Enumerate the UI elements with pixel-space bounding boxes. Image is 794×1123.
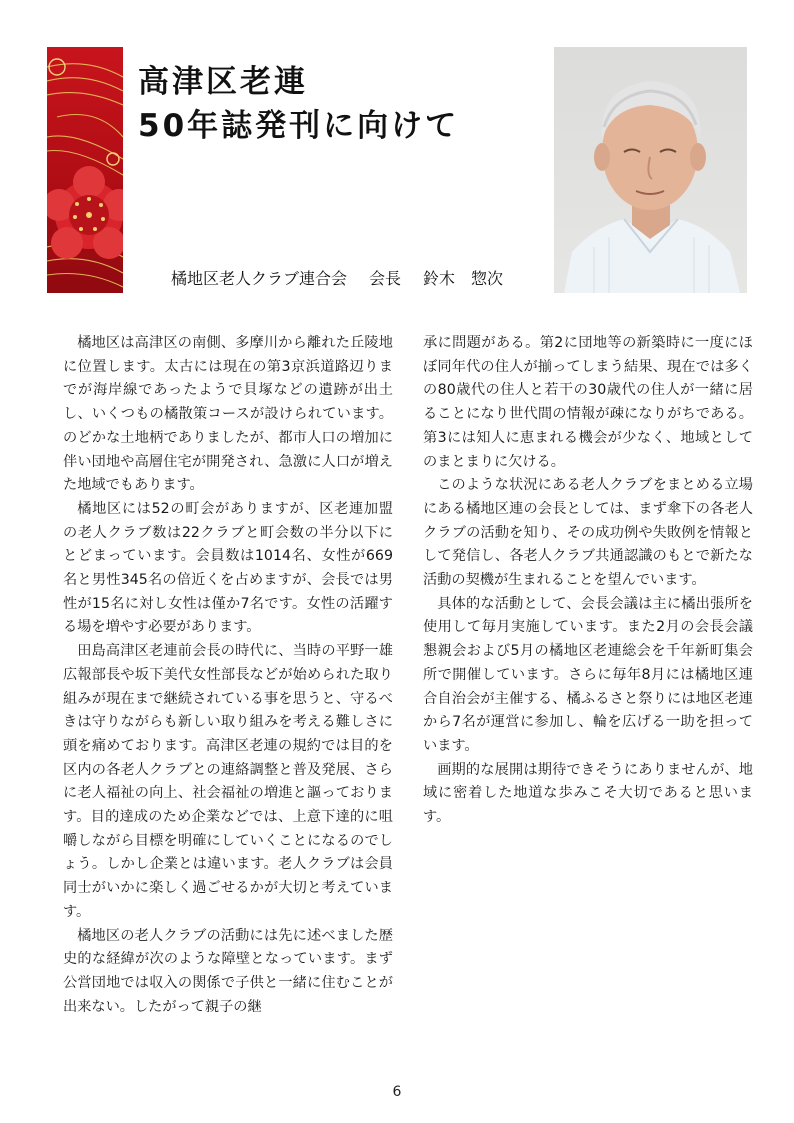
paragraph-continuation: 承に問題がある。第2に団地等の新築時に一度にほぼ同年代の住人が揃ってしまう結果、現在では多くの80歳代の住人と若干の30歳代の住人が一緒に居ることになり世代間の情報が疎になりがちである。第3には知人に恵まれる機会が少なく、地域としてのまとまりに欠ける。: [423, 335, 753, 470]
paragraph: 画期的な展開は期待できそうにありませんが、地域に密着した地道な歩みこそ大切であると思います。: [423, 761, 753, 826]
page-number: 6: [392, 1084, 402, 1100]
portrait-person-icon: [554, 47, 747, 293]
author-role: 会長: [369, 269, 402, 288]
decorative-plum-banner: [47, 47, 123, 293]
author-organization: 橘地区老人クラブ連合会: [171, 269, 348, 288]
author-name: 鈴木 惣次: [423, 269, 504, 288]
paragraph: 具体的な活動として、会長会議は主に橘出張所を使用して毎月実施しています。また2月の会長会議懇親会および5月の橘地区老連総会を千年新町集会所で開催しています。さらに毎年8月には橘地区連合自治会が主催する、橘ふるさと祭りには地区老連から7名が運営に参加し、輪を広げる一助を担っています。: [423, 595, 753, 754]
paragraph: このような状況にある老人クラブをまとめる立場にある橘地区連の会長としては、まず傘下の各老人クラブの活動を知り、その成功例や失敗例を情報として発信し、各老人クラブ共通認識のもとで新たな活動の契機が生まれることを望んでいます。: [423, 477, 753, 589]
article-left-column: [63, 332, 393, 1019]
paragraph: 田島高津区老連前会長の時代に、当時の平野一雄広報部長や坂下美代女性部長などが始められた取り組みが現在まで継続されている事を思うと、守るべきは守りながらも新しい取り組みを考える難しさに頭を痛めております。高津区老連の規約では目的を区内の各老人クラブとの連絡調整と普及発展、さらに老人福祉の向上、社会福祉の増進と謳っております。目的達成のため企業などでは、上意下達的に咀嚼しながら目標を明確にしていくことになるのでしょう。しかし企業とは違います。老人クラブは会員同士がいかに楽しく過ごせるかが大切と考えています。: [63, 643, 393, 920]
paragraph: 橘地区の老人クラブの活動には先に述べました歴史的な経緯が次のような障壁となっています。まず公営団地では収入の関係で子供と一緒に住むことが出来ない。したがって親子の継: [63, 927, 393, 1015]
title-line-1: 高津区老連: [138, 64, 308, 100]
author-portrait-photo: [554, 47, 747, 293]
article-right-column: [423, 332, 753, 830]
title-line-2: 50年誌発刊に向けて: [138, 108, 460, 144]
plum-blossom-icon: [47, 47, 123, 293]
paragraph: 橘地区には52の町会がありますが、区老連加盟の老人クラブ数は22クラブと町会数の半分以下にとどまっています。会員数は1014名、女性が669名と男性345名の倍近くを占めますが、会長では男性が15名に対し女性は僅か7名です。女性の活躍する場を増やす必要があります。: [63, 500, 393, 636]
page-title: [138, 60, 459, 148]
paragraph: 橘地区は高津区の南側、多摩川から離れた丘陵地に位置します。太古には現在の第3京浜道路辺りまでが海岸線であったようで貝塚などの遺跡が出土し、いくつもの橘散策コースが設けられています。のどかな土地柄でありましたが、都市人口の増加に伴い団地や高層住宅が開発され、急激に人口が増えた地域でもあります。: [63, 335, 393, 494]
author-byline: [171, 268, 551, 290]
